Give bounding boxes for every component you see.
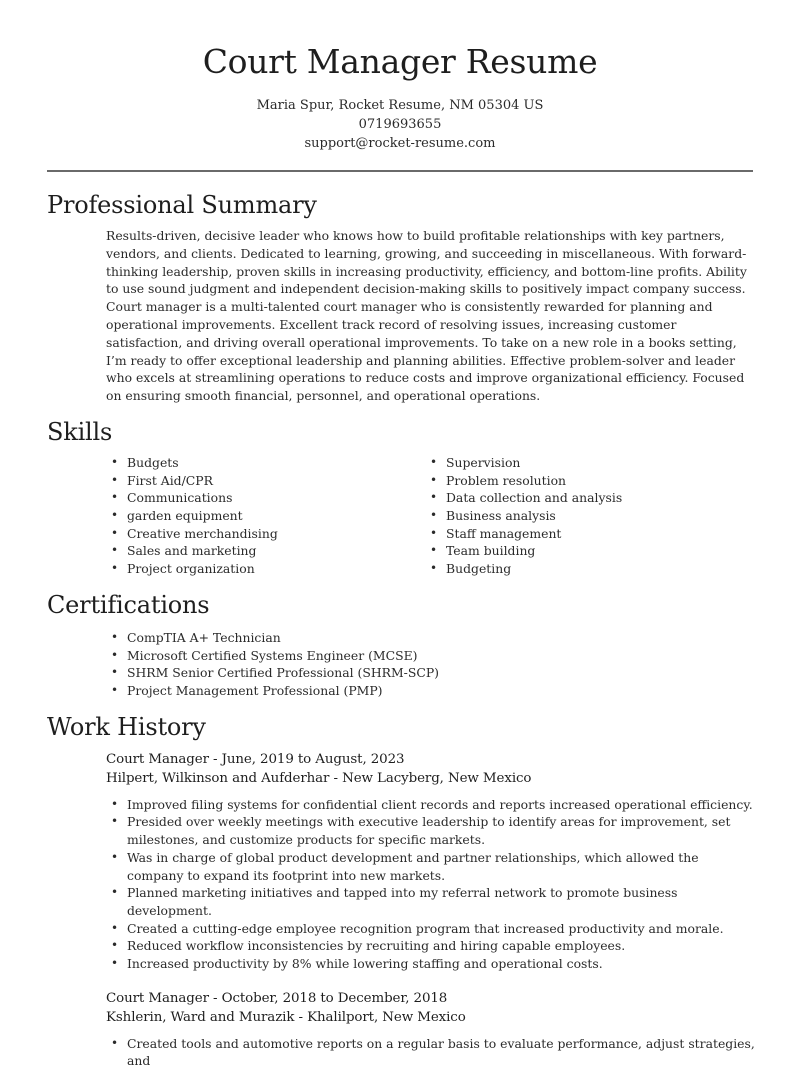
skills-section (0, 417, 800, 578)
skills-columns (106, 454, 800, 578)
work-history-section (0, 712, 800, 1070)
skills-list-right (425, 454, 744, 578)
job-bullet: • Created a cutting-edge employee recognition program that increased productivity and morale. (106, 920, 756, 938)
section-heading-work-history: Work History (47, 712, 206, 741)
job-bullet: • Was in charge of global product development and partner relationships, which allowed the company to expand its footprint into new markets. (106, 849, 756, 884)
certifications-section (0, 590, 800, 700)
job-bullets (106, 796, 756, 973)
job-bullet: • Improved filing systems for confidential client records and reports increased operational efficiency. (106, 796, 756, 814)
job-entry (106, 989, 756, 1070)
job-bullet: • Reduced workflow inconsistencies by recruiting and hiring capable employees. (106, 937, 756, 955)
skills-list-left (106, 454, 425, 578)
certification-item: • CompTIA A+ Technician (106, 629, 800, 647)
contact-block (0, 96, 800, 153)
skill-item: • Supervision (425, 454, 744, 472)
contact-email: support@rocket-resume.com (304, 136, 496, 151)
summary-section (0, 190, 800, 405)
certification-item: • SHRM Senior Certified Professional (SHRM-SCP) (106, 664, 800, 682)
job-bullet: • Presided over weekly meetings with executive leadership to identify areas for improvement, set milestones, and customize products for specific markets. (106, 813, 756, 848)
resume-title: Court Manager Resume (202, 42, 598, 81)
skill-item: • Team building (425, 542, 744, 560)
skill-item: • Data collection and analysis (425, 489, 744, 507)
skill-item: • garden equipment (106, 507, 425, 525)
header-divider (47, 170, 753, 172)
skill-item: • Creative merchandising (106, 525, 425, 543)
section-heading-skills: Skills (47, 417, 113, 446)
job-company-line: Hilpert, Wilkinson and Aufderhar - New Lacyberg, New Mexico (106, 770, 532, 786)
job-title-line: Court Manager - October, 2018 to December, 2018 (106, 990, 448, 1006)
skill-item: • Communications (106, 489, 425, 507)
certification-item: • Microsoft Certified Systems Engineer (MCSE) (106, 647, 800, 665)
section-heading-summary: Professional Summary (47, 191, 317, 219)
certification-item: • Project Management Professional (PMP) (106, 682, 800, 700)
skill-item: • Project organization (106, 560, 425, 578)
job-entry (106, 750, 756, 973)
job-company-line: Kshlerin, Ward and Murazik - Khalilport, New Mexico (106, 1009, 466, 1025)
job-bullet: • Created tools and automotive reports on a regular basis to evaluate performance, adjust strategies, and (106, 1035, 756, 1070)
skill-item: • First Aid/CPR (106, 472, 425, 490)
skill-item: • Sales and marketing (106, 542, 425, 560)
skill-item: • Budgets (106, 454, 425, 472)
section-heading-certifications: Certifications (47, 590, 210, 619)
job-title-line: Court Manager - June, 2019 to August, 2023 (106, 751, 405, 767)
contact-address: Maria Spur, Rocket Resume, NM 05304 US (256, 98, 544, 113)
job-bullet: • Increased productivity by 8% while lowering staffing and operational costs. (106, 955, 756, 973)
summary-text: Results-driven, decisive leader who knows how to build profitable relationships with key partners, vendors, and clients. Dedicated to learning, growing, and succeeding in miscellaneous. With forward-thinking leadership, proven skills in increasing productivity, efficiency, and bottom-line profits. Ability to use sound judgment and independent decision-making skills to positively impact company success. Court manager is a multi-talented court manager who is consistently rewarded for planning and operational improvements. Excellent track record of resolving issues, increasing customer satisfaction, and driving overall operational improvements. To take on a new role in a books setting, I’m ready to offer exceptional leadership and planning abilities. Effective problem-solver and leader who excels at streamlining operations to reduce costs and improve organizational efficiency. Focused on ensuring smooth financial, personnel, and operational operations. (106, 228, 747, 404)
certifications-list (106, 629, 800, 700)
skill-item: • Budgeting (425, 560, 744, 578)
job-bullet: • Planned marketing initiatives and tapped into my referral network to promote business development. (106, 884, 756, 919)
contact-phone: 0719693655 (358, 117, 442, 132)
skill-item: • Problem resolution (425, 472, 744, 490)
skill-item: • Business analysis (425, 507, 744, 525)
skill-item: • Staff management (425, 525, 744, 543)
job-bullets (106, 1035, 756, 1070)
